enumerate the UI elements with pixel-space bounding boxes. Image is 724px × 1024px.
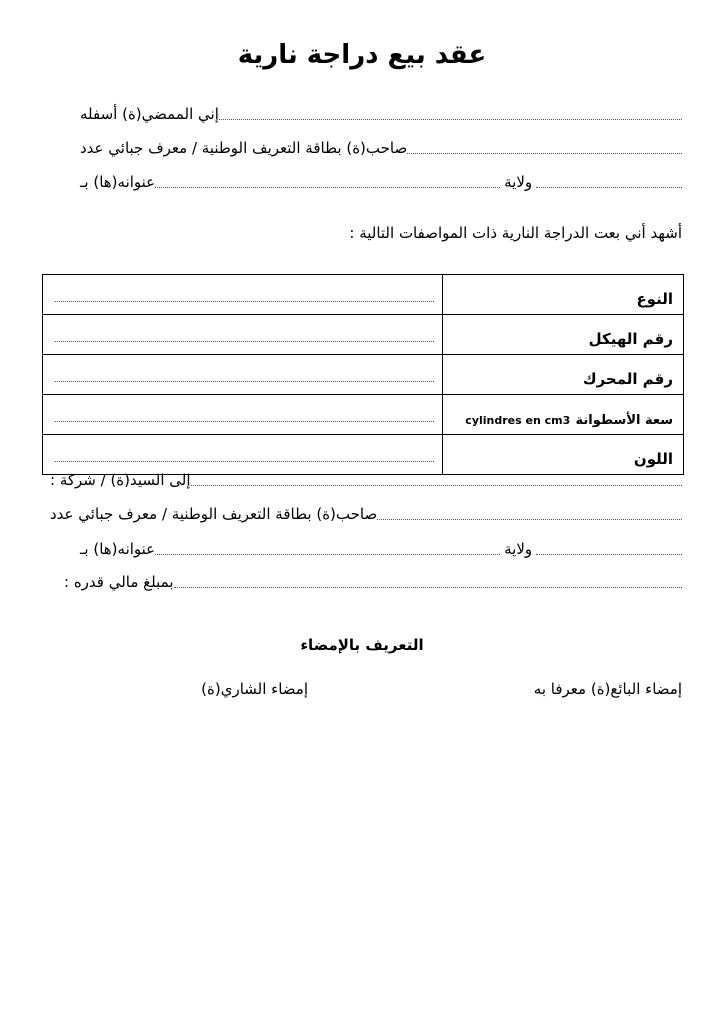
buyer-address-label: عنوانه(ها) بـ — [80, 540, 156, 558]
table-row — [43, 315, 684, 355]
spec-capacity-label: سعة الأسطوانة — [575, 413, 673, 428]
seller-name-field[interactable] — [219, 118, 682, 120]
spec-engine-label: رقم المحرك — [443, 355, 684, 395]
seller-id-label: صاحب(ة) بطاقة التعريف الوطنية / معرف جبائي عدد — [80, 139, 408, 157]
buyer-name-field[interactable] — [191, 484, 682, 486]
buyer-address-field[interactable] — [155, 553, 500, 555]
spec-color-label: اللون — [443, 435, 684, 475]
spec-type-cell[interactable] — [43, 275, 443, 315]
spec-capacity-label-cell — [443, 395, 684, 435]
buyer-name-line — [46, 464, 682, 490]
document-title: عقد بيع دراجة نارية — [237, 40, 487, 70]
buyer-wilaya-label: ولاية — [504, 540, 533, 558]
spec-engine-field[interactable] — [55, 380, 434, 382]
table-row — [43, 395, 684, 435]
table-row — [43, 275, 684, 315]
spec-capacity-field[interactable] — [55, 420, 434, 422]
seller-wilaya-label: ولاية — [504, 173, 533, 191]
seller-name-label: إني الممضي(ة) أسفله — [80, 105, 219, 123]
spec-type-field[interactable] — [55, 300, 434, 302]
seller-address-label: عنوانه(ها) بـ — [80, 173, 156, 191]
buyer-wilaya-field[interactable] — [536, 553, 682, 555]
table-row — [43, 355, 684, 395]
seller-id-line — [76, 132, 682, 158]
buyer-amount-line — [60, 566, 682, 592]
spec-chassis-cell[interactable] — [43, 315, 443, 355]
spec-chassis-label: رقم الهيكل — [443, 315, 684, 355]
buyer-amount-label: بمبلغ مالي قدره : — [64, 573, 174, 591]
seller-address-line — [76, 166, 682, 192]
seller-name-line — [76, 98, 682, 124]
seller-wilaya-field[interactable] — [536, 186, 682, 188]
spec-color-field[interactable] — [55, 460, 434, 462]
buyer-name-label: إلى السيد(ة) / شركة : — [50, 471, 191, 489]
buyer-id-field[interactable] — [377, 518, 682, 520]
buyer-amount-field[interactable] — [174, 586, 682, 588]
seller-address-field[interactable] — [155, 186, 500, 188]
spec-capacity-cell[interactable] — [43, 395, 443, 435]
seller-id-field[interactable] — [407, 152, 682, 154]
spec-type-label: النوع — [443, 275, 684, 315]
signature-section-title: التعريف بالإمضاء — [300, 636, 424, 654]
sale-declaration: أشهد أني بعت الدراجة النارية ذات المواصفات التالية : — [349, 224, 682, 242]
buyer-signature-label: إمضاء الشاري(ة) — [201, 680, 308, 698]
buyer-id-label: صاحب(ة) بطاقة التعريف الوطنية / معرف جبائي عدد — [50, 505, 378, 523]
buyer-address-line — [76, 533, 682, 559]
spec-engine-cell[interactable] — [43, 355, 443, 395]
buyer-id-line — [46, 498, 682, 524]
spec-chassis-field[interactable] — [55, 340, 434, 342]
seller-signature-label: إمضاء البائع(ة) معرفا به — [533, 680, 682, 698]
specs-table — [42, 274, 684, 475]
spec-capacity-unit: cylindres en cm3 — [465, 414, 571, 427]
